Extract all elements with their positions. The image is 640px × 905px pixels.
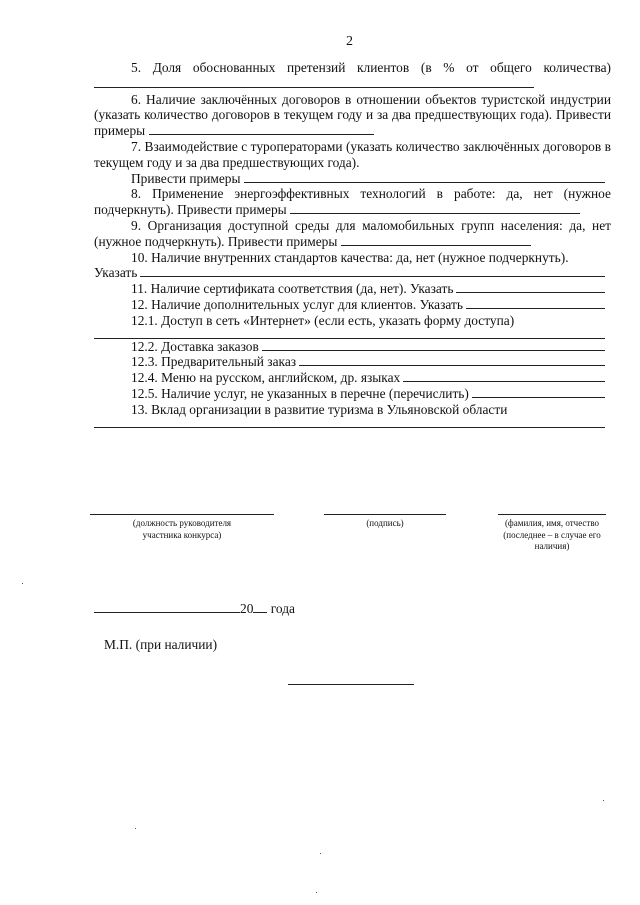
fill-line[interactable] — [299, 354, 605, 366]
page-number: 2 — [346, 34, 353, 49]
fill-line[interactable] — [244, 171, 606, 183]
item-12-4: 12.4. Меню на русском, английском, др. языках — [94, 370, 611, 386]
item-12-5: 12.5. Наличие услуг, не указанных в перечне (перечислить) — [94, 386, 611, 402]
signature-sign-block — [324, 513, 446, 530]
item-6: 6. Наличие заключённых договоров в отношении объектов туристской индустрии (указать количество договоров в текущем году и за два предшествующих года). Привести примеры — [94, 91, 611, 139]
signature-sign-line[interactable] — [324, 513, 446, 515]
fill-line[interactable] — [403, 370, 605, 382]
item-12-3: 12.3. Предварительный заказ — [94, 354, 611, 370]
signature-name-block — [498, 513, 606, 553]
scan-speck — [22, 583, 23, 584]
item-10-specify: Указать — [94, 265, 611, 281]
fill-line[interactable] — [472, 386, 605, 398]
signature-name-caption: (фамилия, имя, отчество (последнее – в случае его наличия) — [503, 518, 601, 551]
item-5: 5. Доля обоснованных претензий клиентов (в % от общего количества) — [94, 60, 611, 92]
signature-position-caption: (должность руководителя участника конкурса) — [132, 518, 232, 540]
fill-line[interactable] — [140, 265, 605, 277]
item-7-examples: Привести примеры — [94, 171, 611, 187]
fill-line[interactable] — [290, 202, 580, 214]
date-fill[interactable] — [94, 600, 240, 613]
scan-speck — [135, 828, 136, 829]
item-12-1: 12.1. Доступ в сеть «Интернет» (если есть, указать форму доступа) — [131, 312, 515, 328]
fill-line[interactable] — [94, 329, 605, 339]
item-10: 10. Наличие внутренних стандартов качества: да, нет (нужное подчеркнуть). — [131, 249, 569, 265]
item-12: 12. Наличие дополнительных услуг для клиентов. Указать — [94, 297, 611, 313]
signature-position-block — [90, 513, 274, 541]
signature-name-line[interactable] — [498, 513, 606, 515]
stamp-place: М.П. (при наличии) — [104, 637, 218, 652]
item-11: 11. Наличие сертификата соответствия (да, нет). Указать — [94, 281, 611, 297]
scan-speck — [603, 800, 604, 801]
year-fill[interactable] — [253, 600, 267, 613]
fill-line[interactable] — [341, 234, 531, 246]
date-line: 20 года — [94, 600, 295, 617]
fill-line[interactable] — [94, 76, 534, 88]
fill-line[interactable] — [262, 339, 605, 351]
scan-speck — [320, 853, 321, 854]
item-13: 13. Вклад организации в развитие туризма в Ульяновской области — [131, 401, 508, 417]
signature-position-line[interactable] — [90, 513, 274, 515]
item-9: 9. Организация доступной среды для маломобильных групп населения: да, нет (нужное подчеркнуть). Привести примеры — [94, 217, 611, 249]
item-8: 8. Применение энергоэффективных технологий в работе: да, нет (нужное подчеркнуть). Привести примеры — [94, 186, 611, 218]
fill-line[interactable] — [466, 297, 605, 309]
fill-line[interactable] — [456, 281, 605, 293]
fill-line[interactable] — [149, 123, 374, 135]
signature-sign-caption: (подпись) — [366, 518, 404, 528]
fill-line[interactable] — [94, 418, 605, 428]
form-body — [94, 60, 611, 428]
scan-speck — [316, 892, 317, 893]
item-12-2: 12.2. Доставка заказов — [94, 339, 611, 355]
bottom-divider — [288, 684, 414, 685]
item-7: 7. Взаимодействие с туроператорами (указать количество заключённых договоров в текущем году и за два предшествующих года). — [94, 138, 611, 170]
